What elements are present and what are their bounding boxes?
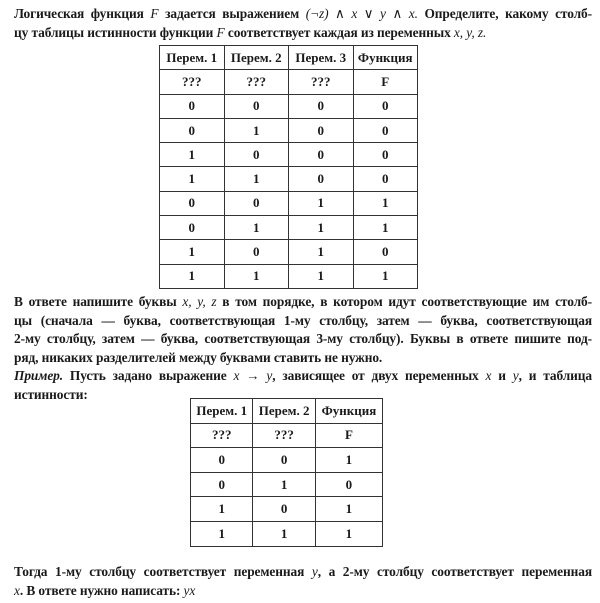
conclusion-line-1 (14, 563, 592, 582)
text: , а 2-му столбцу соответствует переменная (317, 564, 592, 579)
table-cell: 0 (160, 191, 225, 215)
table-cell: F (353, 70, 418, 94)
column-header: Перем. 2 (224, 46, 289, 70)
table-cell: 1 (160, 240, 225, 264)
table-cell: 0 (253, 497, 315, 522)
text: Пусть задано выражение (63, 368, 234, 383)
table-cell: 0 (160, 118, 225, 142)
table-cell: 1 (353, 216, 418, 240)
table-cell: 1 (315, 497, 382, 522)
table-cell: 0 (224, 191, 289, 215)
variable-x: x (485, 368, 492, 383)
statement-line-2 (14, 24, 592, 43)
table-cell: 1 (353, 191, 418, 215)
text: Логическая функция (14, 6, 151, 21)
column-header: Перем. 2 (253, 399, 315, 424)
conclusion (14, 563, 592, 600)
table-cell: 0 (353, 167, 418, 191)
table-cell: 1 (224, 264, 289, 288)
variable-y: y (311, 564, 318, 579)
table-header-row (191, 399, 383, 424)
column-header: Перем. 3 (289, 46, 354, 70)
table-cell: 0 (315, 472, 382, 497)
table-cell: 1 (224, 216, 289, 240)
text: задается выражением (158, 6, 306, 21)
table-header-row (160, 46, 418, 70)
text: цу таблицы истинности функции (14, 24, 217, 40)
table-cell: ??? (289, 70, 354, 94)
variable-y: y (512, 368, 519, 383)
table-cell: 1 (289, 191, 354, 215)
table-cell: 1 (224, 118, 289, 142)
instructions-line-2: цы (сначала — буква, соответствующая 1-му столбцу, затем — буква, соответствующая (14, 312, 592, 328)
table-cell: 1 (191, 497, 253, 522)
table-row (191, 497, 383, 522)
table-cell: 0 (353, 94, 418, 118)
table-cell: 1 (191, 521, 253, 546)
table-cell: 0 (191, 472, 253, 497)
table-row (160, 191, 418, 215)
table-cell: 0 (289, 143, 354, 167)
statement-line-1 (14, 5, 592, 24)
table-row (160, 143, 418, 167)
table-row (191, 448, 383, 473)
text: В ответе напишите буквы (14, 294, 183, 309)
table-cell: 0 (289, 167, 354, 191)
table-cell: 1 (224, 167, 289, 191)
text: Тогда 1-му столбцу соответствует переменная (14, 564, 312, 579)
example-line-2: истинности: (14, 386, 88, 402)
table-row (160, 94, 418, 118)
instructions (14, 293, 592, 404)
table-row (160, 264, 418, 288)
table-cell: 0 (224, 143, 289, 167)
problem-statement (14, 5, 592, 42)
table-cell: 0 (353, 240, 418, 264)
table-cell: 0 (160, 216, 225, 240)
column-header: Функция (353, 46, 418, 70)
function-name: F (216, 24, 225, 40)
text: Определите, какому столб- (417, 6, 592, 21)
truth-table-example (190, 398, 383, 547)
table-row (160, 118, 418, 142)
table-cell: ??? (160, 70, 225, 94)
conclusion-line-2 (14, 582, 592, 601)
table-cell: 0 (191, 448, 253, 473)
text: в том порядке, в котором идут соответствующие им столб- (216, 294, 592, 309)
table-cell: 1 (253, 521, 315, 546)
variable-x: x (14, 582, 20, 598)
table-cell: F (315, 423, 382, 448)
table-cell: 1 (289, 264, 354, 288)
implication-expression: x → y (233, 368, 273, 383)
text: . В ответе нужно написать: (19, 582, 184, 598)
table-cell: 1 (289, 216, 354, 240)
table-row (160, 216, 418, 240)
text: , и таблица (518, 368, 592, 383)
answer-example: yx (183, 582, 196, 598)
table-cell: ??? (191, 423, 253, 448)
function-name: F (150, 6, 159, 21)
table-cell: 1 (353, 264, 418, 288)
table-cell: 1 (160, 143, 225, 167)
logic-expression: (¬z) ∧ x ∨ y ∧ x. (305, 6, 418, 21)
example-line-1 (14, 367, 592, 386)
column-header: Перем. 1 (160, 46, 225, 70)
text: соответствует каждая из переменных (224, 24, 454, 40)
truth-table-main (159, 45, 418, 289)
table-row (191, 521, 383, 546)
table-cell: 0 (253, 448, 315, 473)
instructions-line-4: ряд, никаких разделителей между буквами ставить не нужно. (14, 349, 383, 365)
instructions-line-3: 2-му столбцу, затем — буква, соответствующая 3-му столбцу). Буквы в ответе пишите под- (14, 331, 592, 346)
column-header: Перем. 1 (191, 399, 253, 424)
variable-label-row (160, 70, 418, 94)
table-cell: ??? (224, 70, 289, 94)
table-cell: 0 (224, 94, 289, 118)
table-cell: 0 (353, 143, 418, 167)
table-cell: 1 (160, 167, 225, 191)
table-cell: 1 (289, 240, 354, 264)
table-cell: 1 (253, 472, 315, 497)
table-cell: 1 (315, 521, 382, 546)
table-cell: 0 (289, 118, 354, 142)
table-cell: 1 (315, 448, 382, 473)
text: и (491, 368, 513, 383)
table-cell: 0 (353, 118, 418, 142)
table-cell: 0 (289, 94, 354, 118)
table-row (160, 167, 418, 191)
table-row (191, 472, 383, 497)
variables: x, y, z (182, 294, 217, 309)
text: , зависящее от двух переменных (272, 368, 486, 383)
column-header: Функция (315, 399, 382, 424)
example-label: Пример. (14, 368, 64, 383)
table-cell: 0 (224, 240, 289, 264)
variables: x, y, z. (453, 24, 487, 40)
instructions-line-1 (14, 293, 592, 312)
table-cell: ??? (253, 423, 315, 448)
table-cell: 1 (160, 264, 225, 288)
variable-label-row (191, 423, 383, 448)
table-row (160, 240, 418, 264)
table-cell: 0 (160, 94, 225, 118)
